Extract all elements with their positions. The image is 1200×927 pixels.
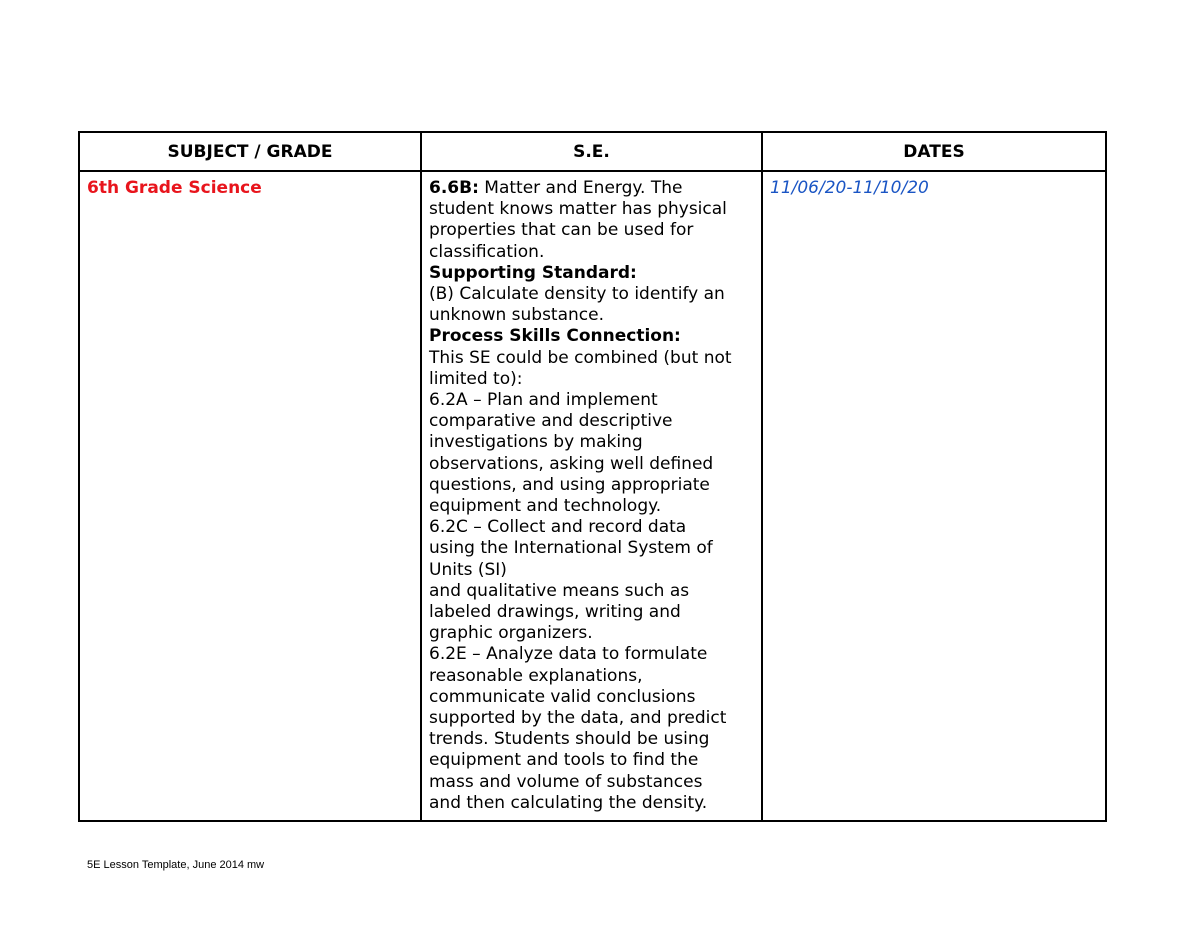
header-dates: DATES [762,132,1106,171]
se-line: comparative and descriptive [429,411,673,432]
header-row [79,132,1106,171]
se-line: labeled drawings, writing and [429,602,681,623]
se-line: unknown substance. [429,305,604,326]
se-line: 6.2C – Collect and record data [429,517,687,538]
se-line: equipment and tools to find the [429,750,699,771]
footer-note: 5E Lesson Template, June 2014 mw [87,859,265,871]
se-line: student knows matter has physical [429,199,727,220]
se-line: equipment and technology. [429,496,662,517]
se-line: investigations by making [429,432,643,453]
se-line: (B) Calculate density to identify an [429,284,725,305]
se-line: reasonable explanations, [429,665,643,686]
header-subject-grade: SUBJECT / GRADE [79,132,421,171]
header-se: S.E. [421,132,762,171]
se-line: limited to): [429,368,523,389]
dates-text: 11/06/20-11/10/20 [770,178,929,198]
se-standard-code: 6.6B: [429,178,479,198]
se-line: properties that can be used for [429,220,694,241]
se-cell [421,171,762,821]
subject-cell [79,171,421,821]
se-line: and then calculating the density. [429,792,708,813]
se-line: This SE could be combined (but not [429,347,732,368]
content-row [79,171,1106,821]
se-line: using the International System of [429,538,713,559]
se-line: supported by the data, and predict [429,708,727,729]
se-standard-text: Matter and Energy. The [478,178,683,198]
dates-cell [762,171,1106,821]
supporting-standard-heading: Supporting Standard: [429,262,637,283]
se-line: Units (SI) [429,559,507,580]
se-line: and qualitative means such as [429,580,690,601]
se-line: graphic organizers. [429,623,593,644]
lesson-table [78,131,1107,822]
se-line: classification. [429,241,545,262]
se-line: mass and volume of substances [429,771,703,792]
process-skills-heading: Process Skills Connection: [429,326,681,347]
se-standard-line [429,178,754,199]
subject-text: 6th Grade Science [87,178,262,198]
se-line: questions, and using appropriate [429,474,710,495]
se-line: 6.2E – Analyze data to formulate [429,644,708,665]
se-line: trends. Students should be using [429,729,710,750]
se-line: observations, asking well defined [429,453,714,474]
se-line: 6.2A – Plan and implement [429,390,658,411]
se-line: communicate valid conclusions [429,686,696,707]
